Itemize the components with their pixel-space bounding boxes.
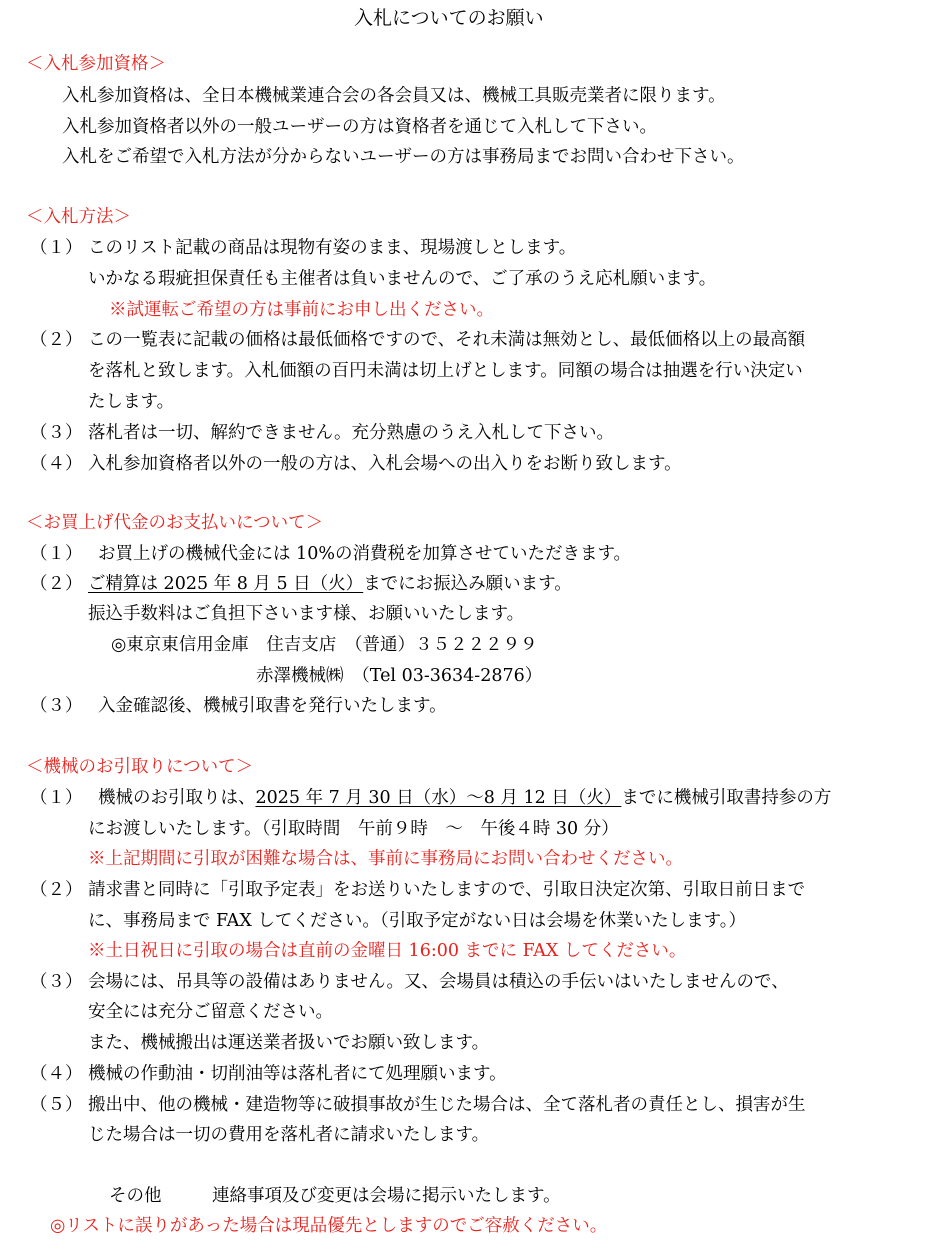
method-item2-line1: この一覧表に記載の価格は最低価格ですので、それ未満は無効とし、最低価格以上の最高額 bbox=[88, 330, 806, 350]
method-item1-note: ※試運転ご希望の方は事前にお申し出ください。 bbox=[109, 300, 494, 320]
pickup-item3-num: （３） bbox=[30, 972, 83, 992]
pickup-item2-num: （２） bbox=[30, 880, 83, 900]
method-item3-num: （３） bbox=[30, 423, 83, 443]
qualification-heading: ＜入札参加資格＞ bbox=[26, 54, 166, 74]
pickup-period: 2025 年 7 月 30 日（水）～8 月 12 日（火） bbox=[255, 788, 622, 808]
other-label: その他 bbox=[109, 1186, 162, 1206]
pickup-heading: ＜機械のお引取りについて＞ bbox=[26, 757, 254, 777]
other-text: 連絡事項及び変更は会場に掲示いたします。 bbox=[212, 1186, 561, 1206]
qualification-line-1: 入札参加資格は、全日本機械業連合会の各会員又は、機械工具販売業者に限ります。 bbox=[62, 86, 726, 106]
payment-item3-line1: 入金確認後、機械引取書を発行いたします。 bbox=[98, 696, 447, 716]
method-item2-num: （２） bbox=[30, 330, 83, 350]
method-item1-line1: このリスト記載の商品は現物有姿のまま、現場渡しとします。 bbox=[88, 238, 577, 258]
pickup-item2-note: ※土日祝日に引取の場合は直前の金曜日 16:00 までに FAX してください。 bbox=[88, 941, 687, 961]
qualification-line-3: 入札をご希望で入札方法が分からないユーザーの方は事務局までお問い合わせ下さい。 bbox=[62, 147, 745, 167]
payment-item2-line2: 振込手数料はご負担下さいます様、お願いいたします。 bbox=[88, 604, 525, 624]
list-error-notice: ◎リストに誤りがあった場合は現品優先としますのでご容赦ください。 bbox=[50, 1216, 608, 1236]
method-item1-num: （１） bbox=[30, 238, 83, 258]
pickup-item3-line2: 安全には充分ご留意ください。 bbox=[88, 1002, 333, 1022]
pickup-item1-num: （１） bbox=[30, 788, 83, 808]
method-item2-line2: を落札と致します。入札価額の百円未満は切上げとします。同額の場合は抽選を行い決定い bbox=[88, 361, 803, 381]
payment-item2-line1-rest: までにお振込み願います。 bbox=[363, 574, 572, 594]
payment-item1-num: （１） bbox=[30, 544, 83, 564]
pickup-item1-prefix: 機械のお引取りは、 bbox=[98, 788, 256, 808]
pickup-item3-line1: 会場には、吊具等の設備はありません。又、会場員は積込の手伝いはいたしませんので、 bbox=[88, 972, 789, 992]
payment-account-holder: 赤澤機械㈱ （Tel 03-3634-2876） bbox=[256, 666, 543, 686]
payment-item1-line1: お買上げの機械代金には 10%の消費税を加算させていただきます。 bbox=[98, 544, 632, 564]
pickup-item3-line3: また、機械搬出は運送業者扱いでお願い致します。 bbox=[88, 1033, 490, 1053]
method-item3-line1: 落札者は一切、解約できません。充分熟慮のうえ入札して下さい。 bbox=[88, 423, 615, 443]
pickup-item4-line1: 機械の作動油・切削油等は落札者にて処理願います。 bbox=[88, 1064, 507, 1084]
page-title: 入札についてのお願い bbox=[354, 7, 544, 29]
pickup-item1-line1 bbox=[98, 786, 831, 810]
qualification-line-2: 入札参加資格者以外の一般ユーザーの方は資格者を通じて入札して下さい。 bbox=[62, 117, 657, 137]
pickup-item4-num: （４） bbox=[30, 1064, 83, 1084]
pickup-item1-note: ※上記期間に引取が困難な場合は、事前に事務局にお問い合わせください。 bbox=[88, 849, 683, 869]
pickup-item5-line2: じた場合は一切の費用を落札者に請求いたします。 bbox=[88, 1125, 490, 1145]
pickup-item2-line2: に、事務局まで FAX してください。（引取予定がない日は会場を休業いたします。） bbox=[88, 911, 746, 931]
payment-deadline: ご精算は 2025 年 8 月 5 日（火） bbox=[88, 574, 364, 594]
payment-item3-num: （３） bbox=[30, 696, 83, 716]
pickup-item5-line1: 搬出中、他の機械・建造物等に破損事故が生じた場合は、全て落札者の責任とし、損害が生 bbox=[88, 1095, 806, 1115]
payment-item2-line1 bbox=[88, 572, 572, 596]
payment-bank-account: ◎東京東信用金庫 住吉支店 （普通）３５２２２９９ bbox=[111, 635, 538, 655]
method-item2-line3: たします。 bbox=[88, 392, 175, 412]
payment-heading: ＜お買上げ代金のお支払いについて＞ bbox=[26, 513, 324, 533]
method-heading: ＜入札方法＞ bbox=[26, 207, 131, 227]
pickup-item2-line1: 請求書と同時に「引取予定表」をお送りいたしますので、引取日決定次第、引取日前日まで bbox=[88, 880, 806, 900]
method-item1-line2: いかなる瑕疵担保責任も主催者は負いませんので、ご了承のうえ応札願います。 bbox=[88, 269, 717, 289]
payment-item2-num: （２） bbox=[30, 574, 83, 594]
pickup-item1-line1-rest: までに機械引取書持参の方 bbox=[621, 788, 832, 808]
method-item4-line1: 入札参加資格者以外の一般の方は、入札会場への出入りをお断り致します。 bbox=[88, 454, 682, 474]
pickup-item1-line2: にお渡しいたします。（引取時間 午前９時 ～ 午後４時 30 分） bbox=[88, 819, 619, 839]
method-item4-num: （４） bbox=[30, 454, 83, 474]
pickup-item5-num: （５） bbox=[30, 1095, 83, 1115]
